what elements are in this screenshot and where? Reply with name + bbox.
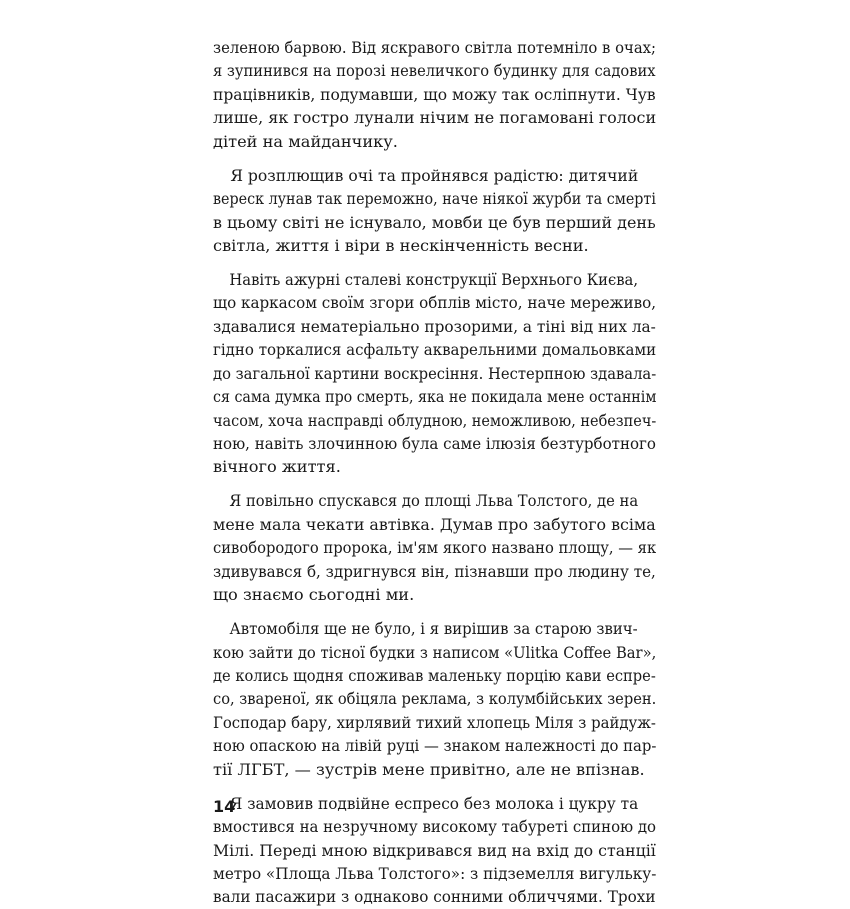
text-line: лише, як гостро лунали нічим не погамовані голоси — [213, 108, 656, 128]
paragraph — [213, 268, 656, 479]
text-line: Я повільно спускався до площі Льва Толстого, де на — [229, 491, 639, 511]
text-line: кою зайти до тісної будки з написом «Ulitka Coffee Bar», — [213, 642, 657, 662]
text-line: метро «Площа Льва Толстого»: з підземелля вигульку- — [213, 863, 657, 883]
text-line: тії ЛГБТ, — зустрів мене привітно, але не впізнав. — [213, 759, 645, 779]
text-line: Мілі. Переді мною відкривався вид на вхід до станції — [213, 840, 656, 860]
text-line: вереск лунав так переможно, наче ніякої журби та смерті — [213, 189, 656, 209]
text-line: де колись щодня споживав маленьку порцію кави еспре- — [213, 665, 656, 685]
text-line: до загальної картини воскресіння. Нестерпною здавала- — [213, 363, 657, 383]
text-line: я зупинився на порозі невеличкого будинку для садових — [213, 61, 656, 81]
text-line: вали пасажири з однаково сонними обличчями. Трохи — [213, 887, 656, 907]
paragraph — [213, 617, 656, 781]
paragraph — [213, 489, 656, 606]
text-line: працівників, подумавши, що можу так осліпнути. Чув — [213, 84, 656, 104]
text-line: ною опаскою на лівій руці — знаком належності до пар- — [213, 736, 657, 756]
text-line: Господар бару, хирлявий тихий хлопець Міля з райдуж- — [213, 712, 656, 732]
page-number: 14 — [213, 797, 236, 816]
paragraph — [213, 164, 656, 258]
text-line: здивувався б, здригнувся він, пізнавши про людину те, — [213, 561, 656, 581]
text-line: ся сама думка про смерть, яка не покидала мене останнім — [213, 387, 657, 407]
text-line: Я замовив подвійне еспресо без молока і цукру та — [229, 793, 639, 813]
body-text — [213, 36, 656, 909]
text-line: гідно торкалися асфальту акварельними домальовками — [213, 340, 657, 360]
text-line: Автомобіля ще не було, і я вирішив за старою звич- — [229, 619, 638, 639]
text-line: часом, хоча насправді облудною, неможливою, небезпеч- — [213, 410, 656, 430]
text-line: світла, життя і віри в нескінченність весни. — [213, 236, 589, 255]
paragraph — [213, 36, 656, 153]
text-line: вічного життя. — [213, 457, 341, 477]
text-line: здавалися нематеріально прозорими, а тіні від них ла- — [213, 316, 656, 336]
text-line: що каркасом своїм згори обплів місто, наче мереживо, — [213, 293, 657, 313]
text-line: дітей на майданчику. — [213, 131, 398, 151]
text-line: мене мала чекати автівка. Думав про забутого всіма — [213, 514, 656, 534]
text-line: ною, навіть злочинною була саме ілюзія безтурботного — [213, 434, 656, 453]
text-line: в цьому світі не існувало, мовби це був перший день — [213, 212, 656, 232]
text-line: зеленою барвою. Від яскравого світла потемніло в очах; — [213, 38, 657, 57]
text-line: сивобородого пророка, ім'ям якого названо площу, — як — [213, 538, 657, 558]
text-line: що знаємо сьогодні ми. — [213, 585, 415, 605]
text-line: Навіть ажурні сталеві конструкції Верхнього Києва, — [229, 269, 639, 289]
text-line: со, звареної, як обіцяла реклама, з колумбійських зерен. — [213, 689, 657, 709]
text-line: вмостився на незручному високому табуреті спиною до — [213, 817, 656, 837]
paragraph — [213, 792, 656, 909]
text-line: Я розплющив очі та пройнявся радістю: дитячий — [230, 165, 639, 185]
